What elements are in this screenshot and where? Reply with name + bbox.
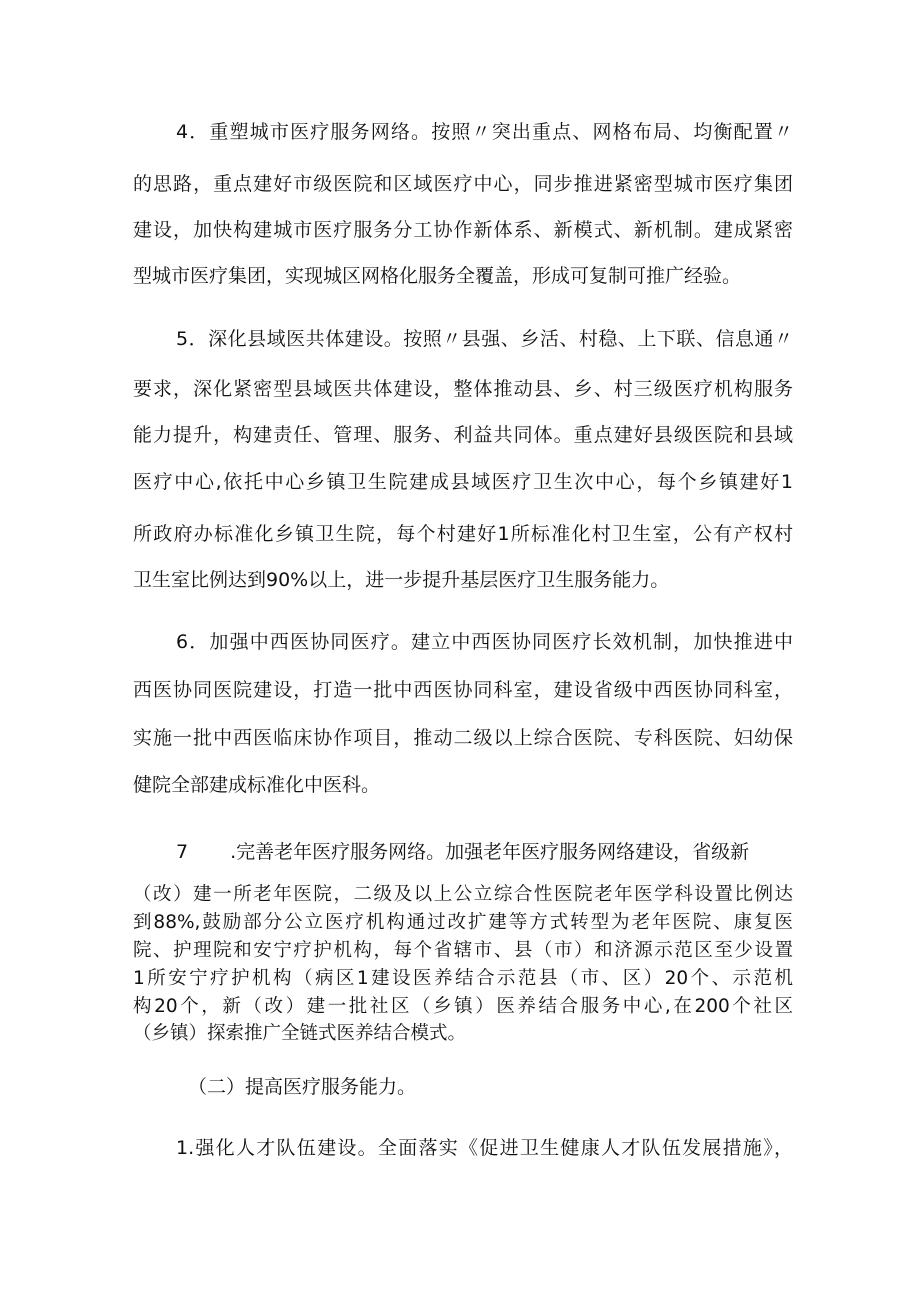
paragraph-5-line-6: 卫生室比例达到90%以上，进一步提升基层医疗卫生服务能力。 [133,569,670,591]
paragraph-7-line-3: 到88%,鼓励部分公立医疗机构通过改扩建等方式转型为老年医院、康复医 [133,912,793,933]
paragraph-7-line-5: 1所安宁疗护机构（病区1建设医养结合示范县（市、区）20个、示范机 [133,968,793,989]
paragraph-7-line-2: （改）建一所老年医院，二级及以上公立综合性医院老年医学科设置比例达 [133,884,793,905]
paragraph-6-line-2: 西医协同医院建设，打造一批中西医协同科室，建设省级中西医协同科室， [133,679,793,701]
paragraph-7-line-6: 构20个，新（改）建一批社区（乡镇）医养结合服务中心,在200个社区 [133,996,793,1017]
paragraph-1-line-1: 1.强化人才队伍建设。全面落实《促进卫生健康人才队伍发展措施》， [176,1137,793,1159]
paragraph-7-line-7: （乡镇）探索推广全链式医养结合模式。 [133,1023,467,1044]
paragraph-6-line-4: 健院全部建成标准化中医科。 [133,774,381,796]
paragraph-4-line-3: 建设，加快构建城市医疗服务分工协作新体系、新模式、新机制。建成紧密 [133,219,793,241]
paragraph-5-line-1: 5．深化县域医共体建设。按照〃县强、乡活、村稳、上下联、信息通〃 [176,328,793,350]
paragraph-5-line-4: 医疗中心,依托中心乡镇卫生院建成县域医疗卫生次中心，每个乡镇建好1 [133,471,793,493]
paragraph-4-line-2: 的思路，重点建好市级医院和区域医疗中心，同步推进紧密型城市医疗集团 [133,173,793,195]
paragraph-5-line-2: 要求，深化紧密型县域医共体建设，整体推动县、乡、村三级医疗机构服务 [133,378,793,400]
paragraph-4-line-4: 型城市医疗集团，实现城区网格化服务全覆盖，形成可复制可推广经验。 [133,265,742,287]
paragraph-7-line-4: 院、护理院和安宁疗护机构，每个省辖市、县（市）和济源示范区至少设置 [133,940,793,961]
paragraph-4-line-1: 4．重塑城市医疗服务网络。按照〃突出重点、网格布局、均衡配置〃 [176,121,793,143]
paragraph-6-line-3: 实施一批中西医临床协作项目，推动二级以上综合医院、专科医院、妇幼保 [133,727,793,749]
paragraph-7-number: 7 [176,841,189,863]
paragraph-7-line-1 [176,838,793,866]
paragraph-7-first-line-text: .完善老年医疗服务网络。加强老年医疗服务网络建设，省级新 [230,841,750,863]
paragraph-5-line-5: 所政府办标准化乡镇卫生院，每个村建好1所标准化村卫生室，公有产权村 [133,523,793,545]
paragraph-6-line-1: 6．加强中西医协同医疗。建立中西医协同医疗长效机制，加快推进中 [176,631,793,653]
section-heading: （二）提高医疗服务能力。 [188,1076,417,1098]
paragraph-5-line-3: 能力提升，构建责任、管理、服务、利益共同体。重点建好县级医院和县域 [133,424,793,446]
